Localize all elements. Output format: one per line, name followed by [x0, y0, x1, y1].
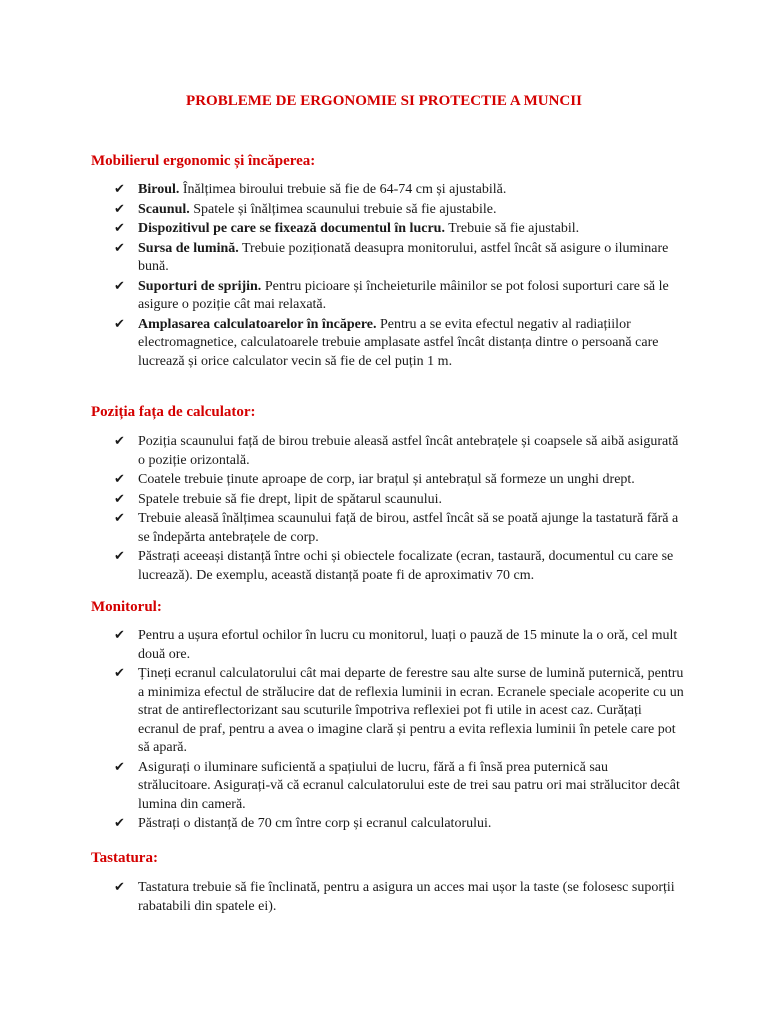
section-heading-pozitia: Poziția fața de calculator:	[91, 404, 256, 420]
section-heading-mobilier: Mobilierul ergonomic și încăperea:	[91, 153, 316, 169]
list-item: ✔ Poziția scaunului față de birou trebuie aleasă astfel încât antebrațele și coapsele să aibă asigurată o poziție orizontală.	[114, 434, 679, 468]
list-item: ✔ Tastatura trebuie să fie înclinată, pentru a asigura un acces mai ușor la taste (se folosesc suporții rabatabili din spatele ei).	[114, 880, 675, 914]
list-pozitia	[114, 433, 684, 586]
check-icon: ✔	[114, 316, 125, 332]
list-item: ✔ Dispozitivul pe care se fixează documentul în lucru. Trebuie să fie ajustabil.	[114, 220, 684, 239]
check-icon: ✔	[114, 759, 125, 775]
check-icon: ✔	[114, 816, 125, 831]
section-heading-monitorul: Monitorul:	[91, 599, 162, 615]
check-icon: ✔	[114, 472, 125, 487]
check-icon: ✔	[114, 201, 125, 217]
list-item: ✔ Sursa de lumină. Trebuie poziționată deasupra monitorului, astfel încât să asigure o iluminare bună.	[114, 240, 669, 274]
check-icon: ✔	[114, 434, 125, 449]
section-heading-tastatura: Tastatura:	[91, 850, 158, 866]
list-item: ✔ Spatele trebuie să fie drept, lipit de spătarul scaunului.	[114, 491, 684, 510]
list-tastatura	[114, 879, 684, 917]
list-item: ✔ Scaunul. Spatele și înălțimea scaunului trebuie să fie ajustabile.	[114, 201, 684, 220]
page-title: PROBLEME DE ERGONOMIE SI PROTECTIE A MUNCII	[186, 93, 582, 109]
list-monitorul	[114, 627, 684, 835]
list-item: ✔ Suporturi de sprijin. Pentru picioare și încheieturile mâinilor se pot folosi suporturi care să le asigure o poziție cât mai relaxată.	[114, 278, 669, 312]
check-icon: ✔	[114, 491, 125, 507]
list-item: ✔ Țineți ecranul calculatorului cât mai departe de ferestre sau alte surse de lumină puternică, pentru a minimiza efectul de strălucire dat de reflexia luminii in ecran. Ecranele speciale acoperite cu un strat de antireflectorizant sau scuturile împotriva reflexiei pot fi utile in acest caz. Curățați ecranul de praf, pentru a avea o imagine clară și pentru a evita reflexia luminii în petele care pot să apară.	[114, 666, 684, 755]
list-item: ✔ Biroul. Înălțimea biroului trebuie să fie de 64-74 cm și ajustabilă.	[114, 181, 684, 200]
list-item: ✔ Coatele trebuie ținute aproape de corp, iar brațul și antebrațul să formeze un unghi drept.	[114, 471, 684, 490]
check-icon: ✔	[114, 628, 125, 643]
list-item: ✔ Pentru a ușura efortul ochilor în lucru cu monitorul, luați o pauză de 15 minute la o oră, cel mult două ore.	[114, 628, 678, 662]
check-icon: ✔	[114, 278, 125, 294]
check-icon: ✔	[114, 549, 125, 564]
list-item: ✔ Amplasarea calculatoarelor în încăpere. Pentru a se evita efectul negativ al radiațiilor electromagnetice, calculatoarele trebuie amplasate astfel încât distanța dintre o persoană care lucrează și orice calculator vecin să fie de cel puțin 1 m.	[114, 316, 659, 369]
check-icon: ✔	[114, 182, 125, 197]
list-item: ✔ Păstrați o distanță de 70 cm între corp și ecranul calculatorului.	[114, 815, 684, 834]
check-icon: ✔	[114, 511, 125, 526]
check-icon: ✔	[114, 240, 125, 256]
check-icon: ✔	[114, 880, 125, 895]
list-item: ✔ Păstrați aceeași distanță între ochi și obiectele focalizate (ecran, tastaură, documentul cu care se lucrează). De exemplu, această distanță poate fi de aproximativ 70 cm.	[114, 549, 674, 583]
check-icon: ✔	[114, 221, 125, 236]
check-icon: ✔	[114, 666, 125, 681]
list-item: ✔ Asigurați o iluminare suficientă a spațiului de lucru, fără a fi însă prea puternică sau strălucitoare. Asigurați-vă că ecranul calculatorului este de trei sau patru ori mai strălucitor decât lumina din cameră.	[114, 759, 680, 812]
list-item: ✔ Trebuie aleasă înălțimea scaunului față de birou, astfel încât să se poată ajunge la tastatură fără a se îndepărta antebrațele de corp.	[114, 511, 679, 545]
list-mobilier	[114, 181, 684, 372]
